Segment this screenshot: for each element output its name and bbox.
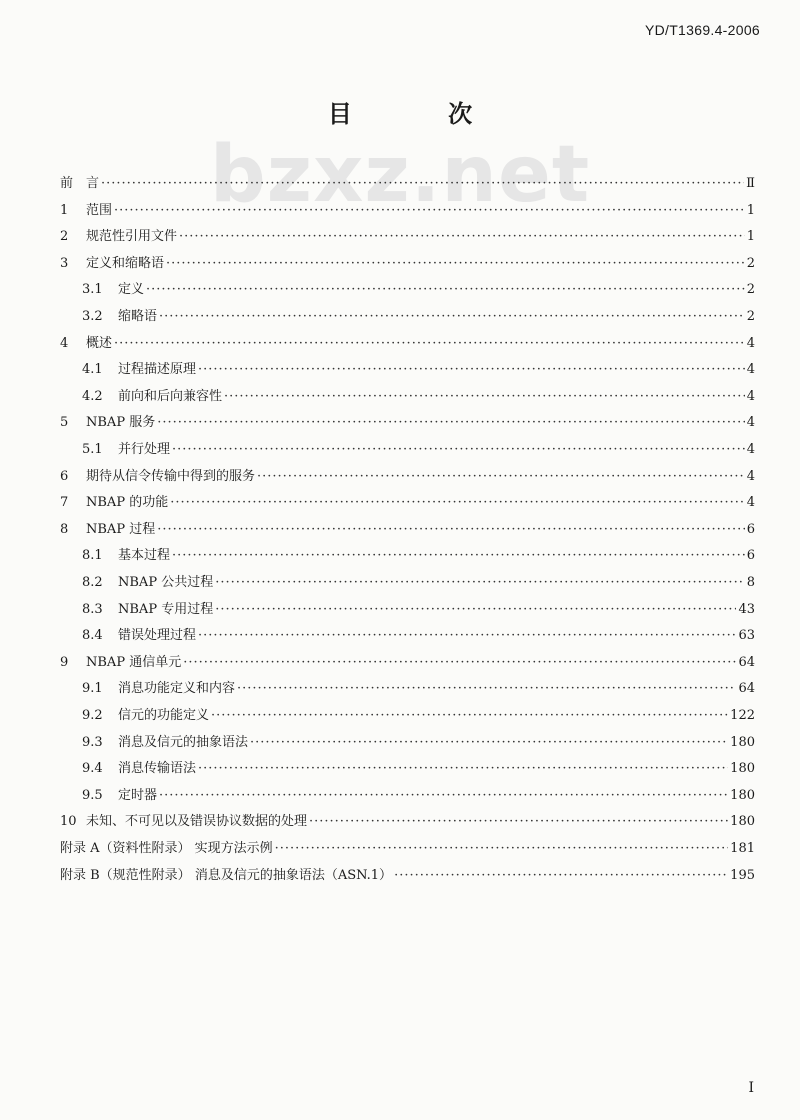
toc-entry-label: 附录 B（规范性附录） 消息及信元的抽象语法（ASN.1） <box>60 867 393 883</box>
toc-entry-row <box>82 385 755 409</box>
toc-entry-row <box>82 544 755 568</box>
toc-entry-row <box>60 864 755 888</box>
toc-entry-label: 基本过程 <box>118 548 171 564</box>
toc-entry-row <box>82 677 755 701</box>
toc-entry-label: 附录 A（资料性附录） 实现方法示例 <box>60 841 273 856</box>
toc-entry-page: Ⅱ <box>746 176 755 191</box>
toc-entry-label: NBAP 过程 <box>86 521 156 537</box>
toc-leader-dots <box>211 704 728 728</box>
toc-entry-number: 5.1 <box>82 442 103 457</box>
toc-entry-label: 并行处理 <box>118 442 171 457</box>
toc-leader-dots <box>198 358 745 382</box>
toc-leader-dots <box>146 278 745 302</box>
toc-entry-page: 4 <box>746 415 755 431</box>
toc-entry-row <box>60 491 755 515</box>
toc-entry-number: 3 <box>60 255 69 271</box>
toc-entry-page: 180 <box>730 761 755 777</box>
toc-entry-row <box>60 252 755 276</box>
toc-entry-label: 未知、不可见以及错误协议数据的处理 <box>86 814 308 830</box>
toc-entry-row <box>60 411 755 435</box>
toc-entry-page: 180 <box>730 787 755 803</box>
toc-entry-number: 9.2 <box>82 708 103 723</box>
toc-leader-dots <box>114 199 745 223</box>
toc-leader-dots <box>275 837 729 861</box>
toc-entry-label: 规范性引用文件 <box>86 229 178 245</box>
toc-entry-row <box>60 810 755 834</box>
toc-entry-label: 期待从信令传输中得到的服务 <box>86 468 256 484</box>
toc-entry-row <box>60 837 755 861</box>
toc-leader-dots <box>237 677 736 701</box>
toc-entry-number: 8.1 <box>82 548 103 564</box>
toc-entry[interactable] <box>0 252 800 276</box>
watermark: bzxz.net <box>209 130 591 220</box>
toc-entry[interactable] <box>0 864 800 888</box>
toc-leader-dots <box>198 757 728 781</box>
toc-entry-label: NBAP 通信单元 <box>86 654 182 670</box>
toc-entry-number: 4.1 <box>82 362 103 378</box>
toc-entry-row <box>60 332 755 356</box>
toc-entry[interactable] <box>0 438 800 462</box>
toc-entry-label: 定义和缩略语 <box>86 255 165 271</box>
toc-entry-number: 前 <box>60 176 74 191</box>
toc-entry-page: 8 <box>746 575 755 590</box>
toc-entry[interactable] <box>0 571 800 595</box>
toc-leader-dots <box>114 332 745 356</box>
toc-entry-page: 2 <box>746 255 755 271</box>
toc-entry-row <box>82 571 755 595</box>
toc-entry-page: 4 <box>746 388 755 404</box>
toc-leader-dots <box>309 810 728 834</box>
toc-entry-page: 1 <box>746 202 755 218</box>
toc-entry-label: 概述 <box>86 335 113 351</box>
toc-entry-row <box>82 278 755 302</box>
toc-entry-page: 180 <box>730 814 755 830</box>
toc-entry-label: 定义 <box>118 282 145 298</box>
toc-leader-dots <box>198 624 736 648</box>
toc-leader-dots <box>159 305 745 329</box>
toc-entry-row <box>82 438 755 462</box>
toc-entry-label: 言 <box>86 176 100 191</box>
toc-entry-number: 9.5 <box>82 787 103 803</box>
toc-entry[interactable] <box>0 784 800 808</box>
toc-entry-number: 4 <box>60 335 69 351</box>
toc-entry-number: 5 <box>60 415 69 431</box>
toc-entry[interactable] <box>0 677 800 701</box>
toc-leader-dots <box>166 252 745 276</box>
toc-entry-row <box>82 731 755 755</box>
toc-entry-page: 1 <box>746 229 755 245</box>
toc-entry-label: 错误处理过程 <box>118 628 197 644</box>
toc-leader-dots <box>224 385 745 409</box>
toc-entry-page: 181 <box>730 841 755 856</box>
toc-entry-row <box>82 704 755 728</box>
toc-entry-number: 8.3 <box>82 601 103 617</box>
toc-entry[interactable] <box>0 199 800 223</box>
toc-entry-page: 64 <box>738 681 755 697</box>
toc-entry-label: NBAP 专用过程 <box>118 601 214 617</box>
toc-entry-number: 9.1 <box>82 681 103 697</box>
toc-entry[interactable] <box>0 172 800 196</box>
toc-leader-dots <box>172 544 745 568</box>
toc-entry-number: 4.2 <box>82 388 103 404</box>
toc-entry-label: NBAP 公共过程 <box>118 575 214 590</box>
toc-entry-page: 43 <box>738 601 755 617</box>
toc-leader-dots <box>179 225 745 249</box>
toc-entry[interactable] <box>0 411 800 435</box>
toc-leader-dots <box>257 465 745 489</box>
toc-entry[interactable] <box>0 305 800 329</box>
toc-entry-page: 4 <box>746 495 755 511</box>
toc-leader-dots <box>170 491 745 515</box>
toc-entry-row <box>60 518 755 542</box>
toc-entry-page: 2 <box>746 309 755 324</box>
toc-entry[interactable] <box>0 598 800 622</box>
toc-entry-number: 8.2 <box>82 575 103 590</box>
toc-leader-dots <box>183 651 736 675</box>
toc-entry-number: 3.1 <box>82 282 103 298</box>
document-code: YD/T1369.4-2006 <box>644 22 760 38</box>
toc-leader-dots <box>159 784 728 808</box>
toc-entry-row <box>60 465 755 489</box>
toc-entry[interactable] <box>0 757 800 781</box>
toc-entry-number: 6 <box>60 468 69 484</box>
toc-entry[interactable] <box>0 544 800 568</box>
toc-entry[interactable] <box>0 491 800 515</box>
toc-entry-page: 64 <box>738 654 755 670</box>
toc-entry-number: 8 <box>60 521 69 537</box>
toc-leader-dots <box>172 438 745 462</box>
toc-entry[interactable] <box>0 704 800 728</box>
toc-entry[interactable] <box>0 358 800 382</box>
toc-entry-number: 1 <box>60 202 69 218</box>
toc-entry-page: 4 <box>746 335 755 351</box>
toc-entry-row <box>60 199 755 223</box>
toc-entry-row <box>82 784 755 808</box>
toc-entry-row <box>82 305 755 329</box>
toc-leader-dots <box>215 598 736 622</box>
toc-entry[interactable] <box>0 810 800 834</box>
toc-entry-page: 63 <box>738 628 755 644</box>
toc-leader-dots <box>157 411 745 435</box>
toc-entry[interactable] <box>0 837 800 861</box>
toc-entry-row <box>60 172 755 196</box>
toc-entry-label: 前向和后向兼容性 <box>118 388 223 404</box>
toc-entry-number: 3.2 <box>82 309 103 324</box>
toc-entry-number: 9.4 <box>82 761 103 777</box>
toc-entry-page: 4 <box>746 442 755 457</box>
toc-leader-dots <box>394 864 728 888</box>
toc-entry[interactable] <box>0 624 800 648</box>
toc-leader-dots <box>250 731 728 755</box>
toc-entry-page: 6 <box>746 521 755 537</box>
toc-entry-number: 7 <box>60 495 69 511</box>
toc-entry-number: 9 <box>60 654 69 670</box>
toc-entry-page: 2 <box>746 282 755 298</box>
toc-entry-label: 消息功能定义和内容 <box>118 681 236 697</box>
toc-entry[interactable] <box>0 225 800 249</box>
toc-entry-label: 范围 <box>86 202 113 218</box>
toc-entry-row <box>82 624 755 648</box>
toc-leader-dots <box>215 571 745 595</box>
toc-entry-page: 195 <box>730 867 755 883</box>
toc-leader-dots <box>101 172 744 196</box>
toc-entry[interactable] <box>0 731 800 755</box>
toc-entry-number: 2 <box>60 229 69 245</box>
toc-entry-row <box>82 757 755 781</box>
toc-entry-page: 180 <box>730 734 755 750</box>
page-number: I <box>748 1080 754 1096</box>
toc-entry[interactable] <box>0 651 800 675</box>
toc-entry[interactable] <box>0 465 800 489</box>
toc-entry-label: NBAP 的功能 <box>86 495 169 511</box>
toc-entry-page: 4 <box>746 468 755 484</box>
toc-entry[interactable] <box>0 518 800 542</box>
toc-entry-label: NBAP 服务 <box>86 415 156 431</box>
toc-entry-row <box>82 598 755 622</box>
toc-entry-number: 10 <box>60 814 77 830</box>
toc-entry-label: 消息及信元的抽象语法 <box>118 734 249 750</box>
toc-entry-label: 信元的功能定义 <box>118 708 210 723</box>
toc-entry[interactable] <box>0 332 800 356</box>
toc-entry-label: 消息传输语法 <box>118 761 197 777</box>
toc-entry-label: 定时器 <box>118 787 158 803</box>
toc-entry-page: 6 <box>746 548 755 564</box>
toc-entry-page: 122 <box>730 708 755 723</box>
toc-entry-number: 8.4 <box>82 628 103 644</box>
page-title: 目 次 <box>327 99 517 128</box>
toc-leader-dots <box>157 518 745 542</box>
toc-entry-page: 4 <box>746 362 755 378</box>
toc-entry-row <box>82 358 755 382</box>
toc-entry[interactable] <box>0 385 800 409</box>
toc-entry-row <box>60 225 755 249</box>
toc-entry-label: 过程描述原理 <box>118 362 197 378</box>
toc-entry-label: 缩略语 <box>118 309 158 324</box>
toc-entry-number: 9.3 <box>82 734 103 750</box>
toc-entry-row <box>60 651 755 675</box>
toc-entry[interactable] <box>0 278 800 302</box>
